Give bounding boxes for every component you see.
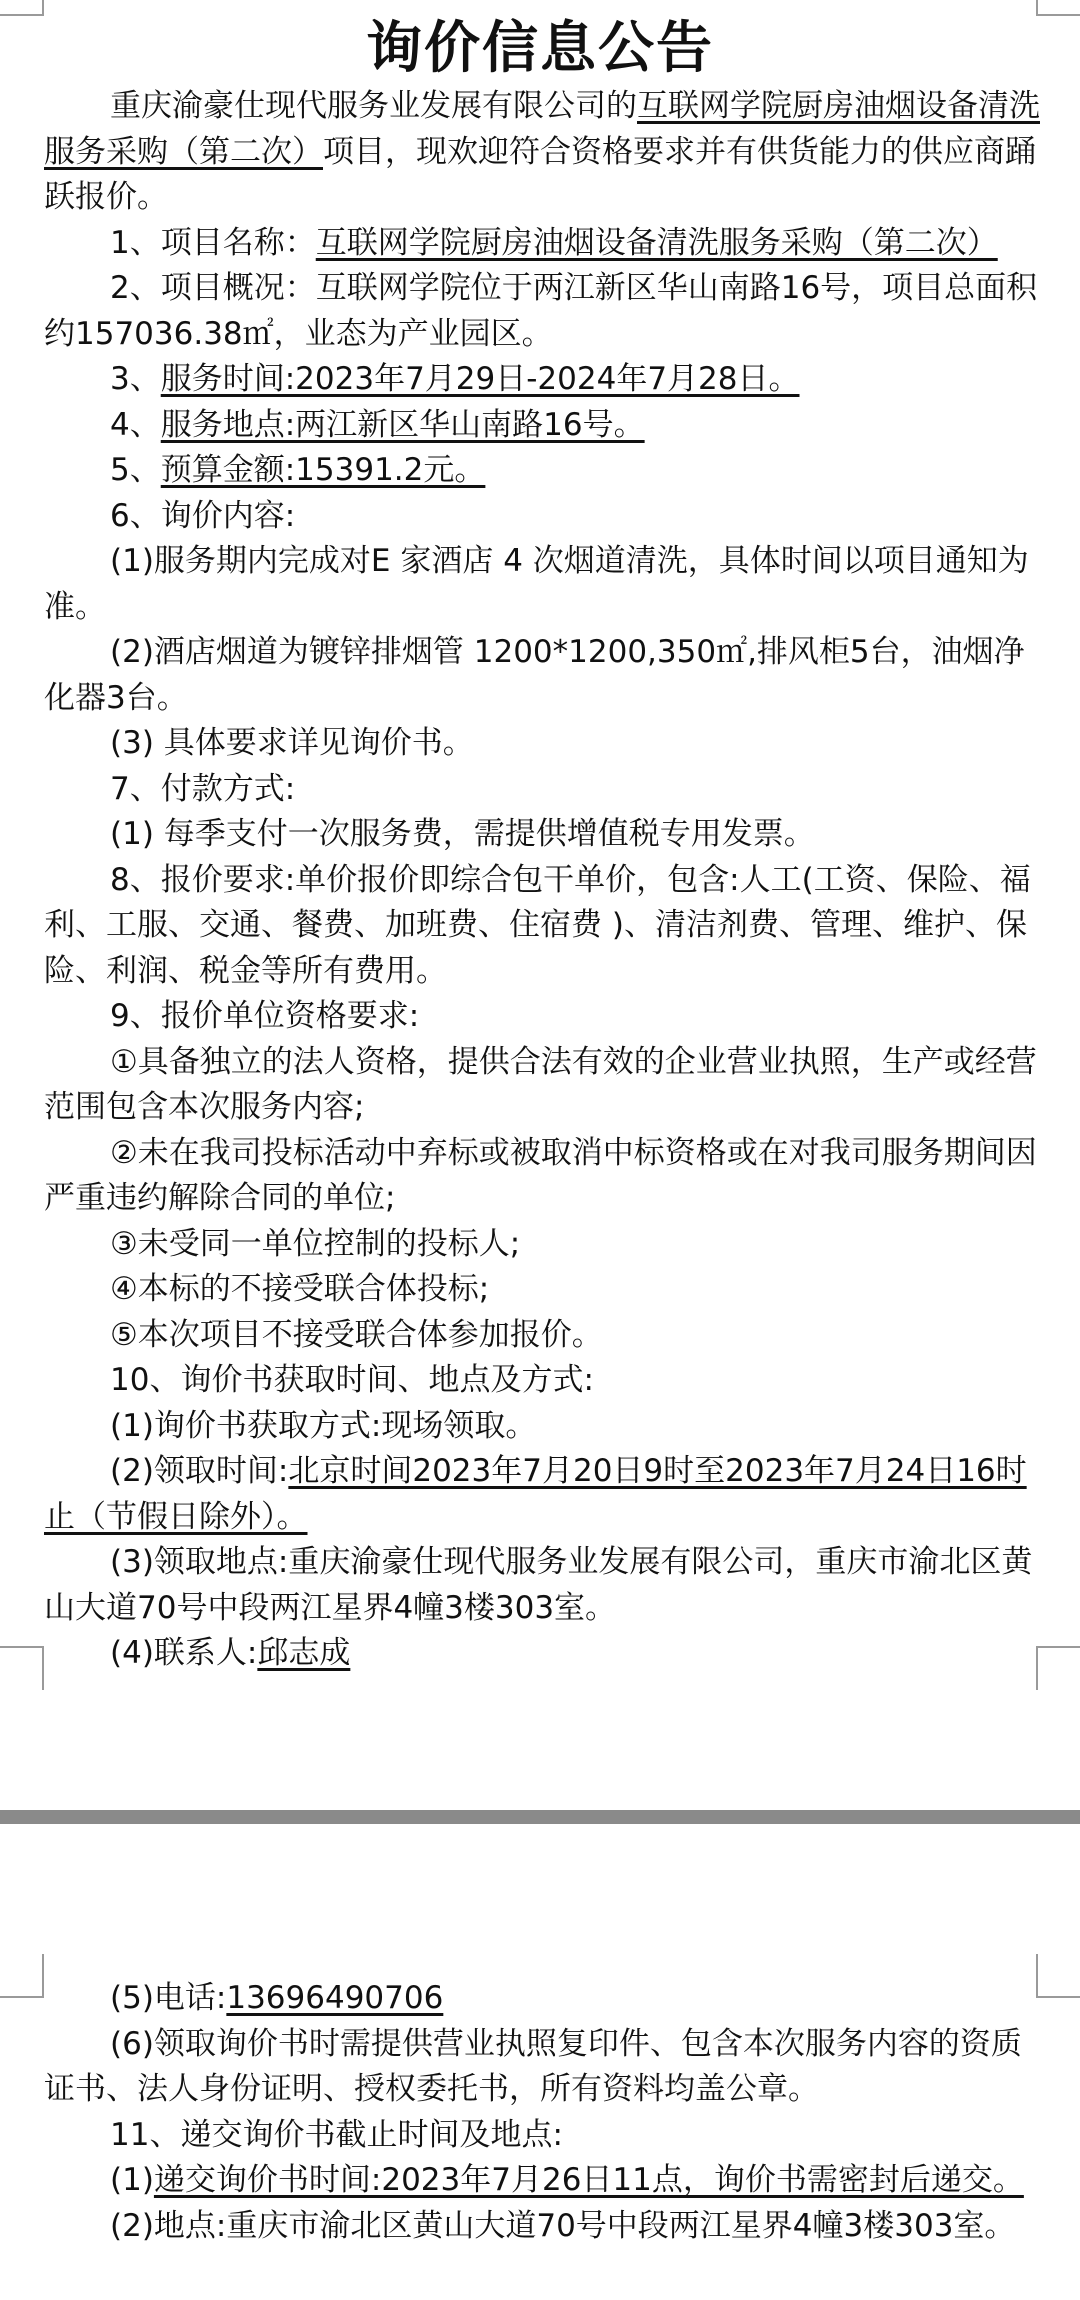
item-8: 8、报价要求:单价报价即综合包干单价，包含:人工(工资、保险、福利、工服、交通、餐费、加班费、住宿费 )、清洁剂费、管理、维护、保险、利润、税金等所有费用。: [44, 861, 1031, 989]
item-7-1: (1) 每季支付一次服务费，需提供增值税专用发票。: [110, 816, 815, 852]
page-separator: [0, 1810, 1080, 1824]
document-page-2: [0, 1824, 1080, 2300]
item-10-3: (3)领取地点:重庆渝豪仕现代服务业发展有限公司，重庆市渝北区黄山大道70号中段两江星界4幢3楼303室。: [44, 1544, 1033, 1626]
item-10-4: (4)联系人:邱志成: [110, 1635, 351, 1671]
item-9-4: ④本标的不接受联合体投标;: [110, 1271, 490, 1307]
item-2: 2、项目概况：互联网学院位于两江新区华山南路16号，项目总面积约157036.38㎡，业态为产业园区。: [44, 270, 1038, 352]
contact-name: 邱志成: [257, 1635, 351, 1671]
project-name-link: 互联网学院厨房油烟设备清洗服务采购（第二次）: [44, 88, 1040, 170]
intro-paragraph: 重庆渝豪仕现代服务业发展有限公司的互联网学院厨房油烟设备清洗服务采购（第二次）项目，现欢迎符合资格要求并有供货能力的供应商踊跃报价。: [44, 88, 1040, 215]
document-body-1: [44, 84, 1044, 1677]
item-11-2: (2)地点:重庆市渝北区黄山大道70号中段两江星界4幢3楼303室。: [110, 2207, 1016, 2244]
item-1: 1、项目名称：互联网学院厨房油烟设备清洗服务采购（第二次）: [110, 224, 998, 261]
item-10: 10、询价书获取时间、地点及方式:: [110, 1362, 594, 1398]
item-10-2: (2)领取时间:北京时间2023年7月20日9时至2023年7月24日16时止（节假日除外）。: [44, 1453, 1027, 1535]
item-9-3: ③未受同一单位控制的投标人;: [110, 1225, 521, 1262]
item-11: 11、递交询价书截止时间及地点:: [110, 2116, 563, 2153]
phone-number[interactable]: 13696490706: [226, 1980, 444, 2016]
item-9: 9、报价单位资格要求:: [110, 998, 420, 1034]
item-9-5: ⑤本次项目不接受联合体参加报价。: [110, 1316, 603, 1353]
document-body-2: [44, 1976, 1044, 2249]
item-3: 3、服务时间:2023年7月29日-2024年7月28日。: [110, 361, 800, 397]
item-7: 7、付款方式:: [110, 770, 296, 807]
item-4: 4、服务地点:两江新区华山南路16号。: [110, 406, 645, 443]
item-9-2: ②未在我司投标活动中弃标或被取消中标资格或在对我司服务期间因严重违约解除合同的单位;: [44, 1134, 1037, 1216]
item-11-1: (1)递交询价书时间:2023年7月26日11点，询价书需密封后递交。: [110, 2162, 1024, 2198]
item-6-2: (2)酒店烟道为镀锌排烟管 1200*1200,350㎡,排风柜5台，油烟净化器3台。: [44, 634, 1025, 716]
item-10-1: (1)询价书获取方式:现场领取。: [110, 1407, 537, 1444]
item-6: 6、询价内容:: [110, 497, 296, 534]
document-title: 询价信息公告: [366, 16, 714, 81]
item-10-5: (5)电话:13696490706: [110, 1980, 444, 2016]
item-10-6: (6)领取询价书时需提供营业执照复印件、包含本次服务内容的资质证书、法人身份证明、授权委托书，所有资料均盖公章。: [44, 2025, 1022, 2107]
item-6-3: (3) 具体要求详见询价书。: [110, 725, 474, 761]
item-6-1: (1)服务期内完成对E 家酒店 4 次烟道清洗，具体时间以项目通知为准。: [44, 543, 1029, 625]
crop-mark: [0, 1954, 44, 1998]
item-5: 5、预算金额:15391.2元。: [110, 452, 486, 488]
item-9-1: ①具备独立的法人资格，提供合法有效的企业营业执照，生产或经营范围包含本次服务内容;: [44, 1043, 1037, 1125]
crop-mark: [0, 1646, 44, 1690]
